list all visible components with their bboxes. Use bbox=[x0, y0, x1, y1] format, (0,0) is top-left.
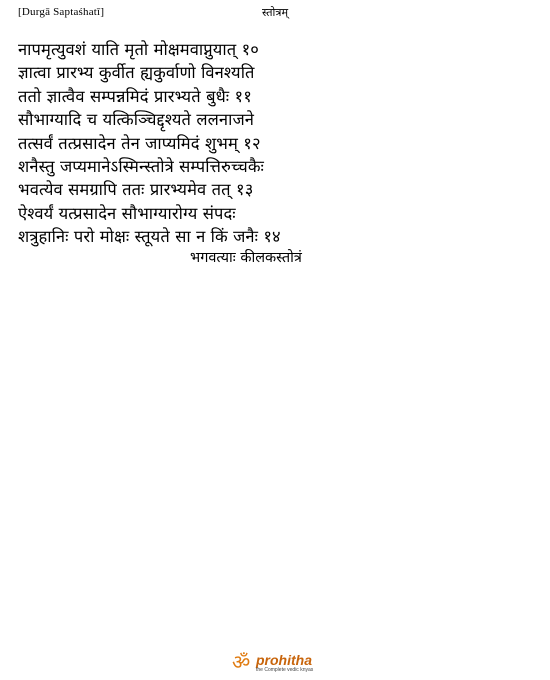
verse-block bbox=[18, 38, 538, 249]
om-icon: ॐ bbox=[232, 650, 251, 674]
verse-line: सौभाग्यादि च यत्किञ्चिद्दृश्यते ललनाजने bbox=[18, 110, 255, 130]
verse-line: भवत्येव समग्रापि ततः प्रारभ्यमेव तत् १३ bbox=[18, 180, 254, 200]
verse-line: ततो ज्ञात्वैव सम्पन्नमिदं प्रारभ्यते बुधैः ११ bbox=[18, 86, 252, 106]
verse-line: ऐश्वर्यं यत्प्रसादेन सौभाग्यारोग्य संपदः bbox=[18, 203, 236, 223]
logo-tagline: the Complete vedic knyas bbox=[256, 667, 314, 673]
closing-title: भगवत्याः कीलकस्तोत्रं bbox=[190, 250, 302, 266]
section-title: स्तोत्रम् bbox=[262, 6, 289, 19]
footer-logo bbox=[232, 651, 322, 677]
verse-line: शनैस्तु जप्यमानेऽस्मिन्स्तोत्रे सम्पत्तिरुच्चकैः bbox=[18, 156, 264, 176]
verse-line: नापमृत्युवशं याति मृतो मोक्षमवाप्नुयात् १० bbox=[18, 40, 259, 59]
verse-line: तत्सर्वं तत्प्रसादेन तेन जाप्यमिदं शुभम् १२ bbox=[18, 133, 261, 153]
verse-line: शत्रुहानिः परो मोक्षः स्तूयते सा न किं जनैः १४ bbox=[18, 227, 281, 247]
source-title: [Durgā Saptaśhatī] bbox=[18, 6, 105, 18]
logo-name: prohitha bbox=[256, 652, 312, 668]
verse-line: ज्ञात्वा प्रारभ्य कुर्वीत ह्यकुर्वाणो विनश्यति bbox=[18, 63, 255, 83]
